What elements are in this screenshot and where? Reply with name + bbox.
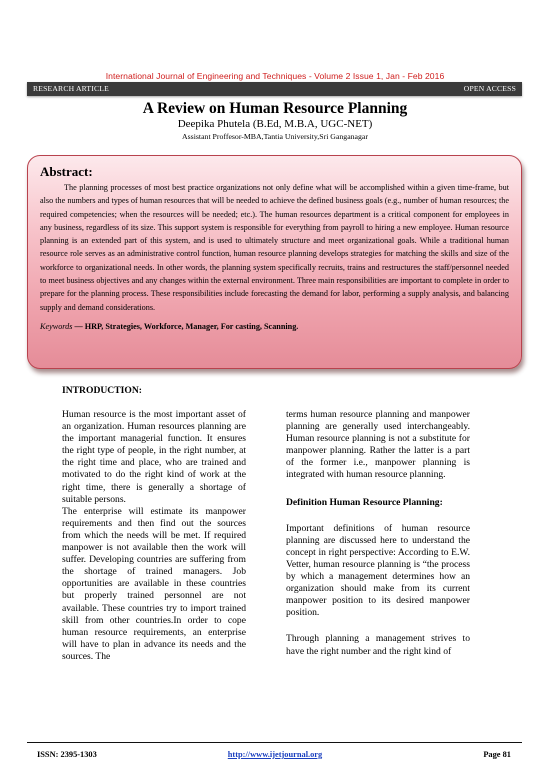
left-paragraph-1: Human resource is the most important asset of an organization. Human resources planning are the important managerial function. It ensures the right type of people, in the right number, at the right time and place, who are trained and motivated to do the right kind of work at the right time, there is generally a shortage of suitable persons. [62, 409, 246, 505]
right-paragraph-1: terms human resource planning and manpower planning are generally used interchangeably. Human resource planning is not a substitute for manpower planning. Rather the latter is a part of the former i.e., manpower planning is integrated with human resource planning. [286, 409, 470, 481]
right-paragraph-2: Important definitions of human resource planning are discussed here to understand the concept in right perspective: According to E.W. Vetter, human resource planning is “the process by which a management determines how an organization should make from its current manpower position to its desired manpower position. [286, 522, 470, 619]
keywords-line [40, 322, 509, 331]
keywords-list: — HRP, Strategies, Workforce, Manager, For casting, Scanning. [74, 321, 299, 331]
right-column [286, 409, 470, 658]
keywords-label: Keywords [40, 321, 73, 331]
author-affiliation: Assistant Proffesor-MBA,Tantia University,Sri Ganganagar [182, 132, 368, 141]
open-access-label: OPEN ACCESS [463, 84, 516, 93]
journal-header: International Journal of Engineering and Techniques - Volume 2 Issue 1, Jan - Feb 2016 [105, 71, 445, 81]
footer-url-link[interactable]: http://www.ijetjournal.org [227, 750, 323, 759]
paper-author: Deepika Phutela (B.Ed, M.B.A, UGC-NET) [177, 118, 373, 130]
left-paragraph-2: The enterprise will estimate its manpower requirements and then find out the sources from which the needs will be met. If required manpower is not available then the work will suffer. Developing countries are suffering from the shortage of trained managers. Job opportunities are available in these countries but properly trained personnel are not available. These countries try to import trained skill from other countries.In order to cope human resource requirements, an enterprise will have to plan in advance its needs and the sources. The [62, 505, 246, 662]
right-paragraph-3: Through planning a management strives to have the right number and the right kind of [286, 633, 470, 657]
footer-issn: ISSN: 2395-1303 [37, 750, 97, 759]
abstract-heading: Abstract: [40, 164, 93, 179]
definition-heading: Definition Human Resource Planning: [286, 496, 443, 508]
paper-title: A Review on Human Resource Planning [142, 100, 408, 117]
abstract-box [27, 155, 522, 369]
article-type-label: RESEARCH ARTICLE [33, 84, 109, 93]
footer-page-number: Page 81 [483, 750, 511, 759]
left-column [62, 409, 246, 663]
footer-rule [27, 742, 522, 743]
article-band [27, 82, 522, 96]
abstract-text: The planning processes of most best practice organizations not only define what will be accomplished within a given time-frame, but also the numbers and types of human resources that will be needed to achieve the defined business goals (e.g., number of human resources; the required competencies; when the resources will be needed; etc.). The human resources department is a critical component for employees in any business, regardless of its size. This support system is responsible for everything from payroll to hiring a new employee. Human resource planning is an extended part of this system, and is used to ultimately structure and meet organizational goals. While a traditional human resource role serves as an administrative control function, human resource planning develops strategies for matching the skills and size of the workforce to organizational needs. In other words, the planning system specifically recruits, trains and restructures the staff/personnel needed to meet business objectives and any changes within the external environment. Three main responsibilities are important to complete in order to prepare for the planning process. These responsibilities include forecasting the demand for labor, performing a supply analysis, and balancing supply and demand considerations. [40, 183, 509, 312]
introduction-heading: INTRODUCTION: [62, 385, 142, 396]
